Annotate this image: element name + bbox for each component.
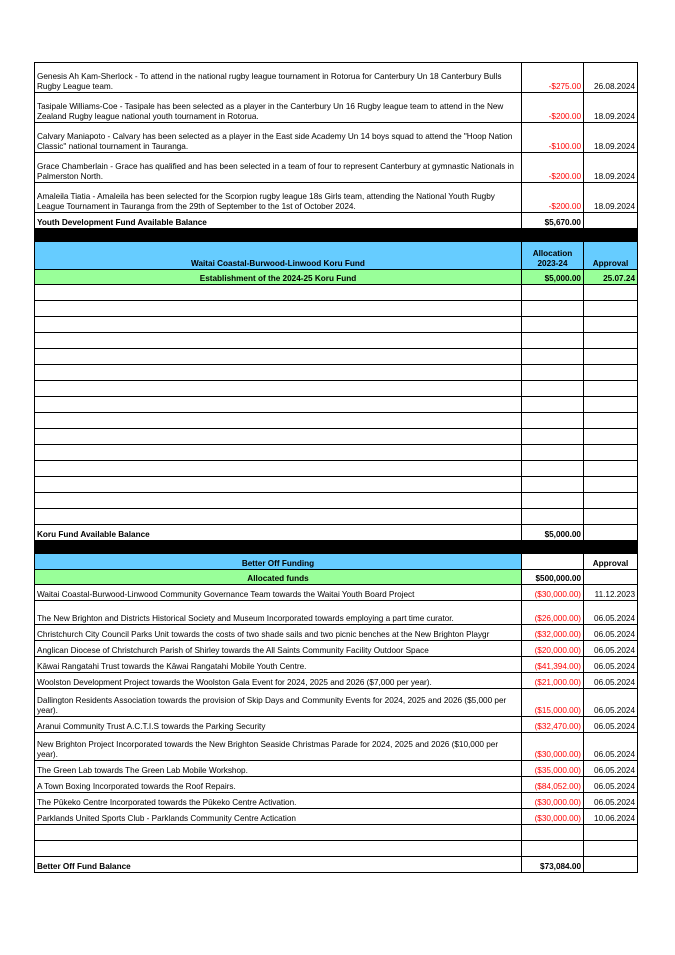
better-row-desc: Aranui Community Trust A.C.T.I.S towards the Parking Security xyxy=(35,717,522,733)
blank-row xyxy=(35,493,638,509)
blank-row xyxy=(35,301,638,317)
better-allocated-row xyxy=(35,570,638,585)
blank-row xyxy=(35,333,638,349)
better-row-amount: ($15,000.00) xyxy=(522,689,584,717)
better-row-date: 06.05.2024 xyxy=(584,601,638,625)
better-row-desc: Dallington Residents Association towards the provision of Skip Days and Community Events for 2024, 2025 and 2026 ($5,000 per year). xyxy=(35,689,522,717)
better-row-amount: ($32,470.00) xyxy=(522,717,584,733)
blank-row xyxy=(35,445,638,461)
koru-balance-row xyxy=(35,525,638,541)
better-row-date: 06.05.2024 xyxy=(584,657,638,673)
blank-row xyxy=(35,841,638,857)
better-row-amount: ($41,394.00) xyxy=(522,657,584,673)
better-row-amount: ($35,000.00) xyxy=(522,761,584,777)
better-row-amount: ($84,052.00) xyxy=(522,777,584,793)
blank-row xyxy=(35,381,638,397)
better-row-amount: ($26,000.00) xyxy=(522,601,584,625)
better-row-date: 06.05.2024 xyxy=(584,717,638,733)
funding-document xyxy=(34,62,637,873)
better-row-desc: The New Brighton and Districts Historical Society and Museum Incorporated towards employing a part time curator. xyxy=(35,601,522,625)
empty-cell xyxy=(584,857,638,873)
koru-balance-value: $5,000.00 xyxy=(522,525,584,541)
blank-row xyxy=(35,285,638,301)
better-allocated-value: $500,000.00 xyxy=(522,570,584,585)
table-row xyxy=(35,673,638,689)
empty-cell xyxy=(584,213,638,229)
table-row xyxy=(35,657,638,673)
koru-allocation-header: Allocation 2023-24 xyxy=(522,242,584,270)
youth-row-amount: -$200.00 xyxy=(522,93,584,123)
table-row xyxy=(35,601,638,625)
youth-row-amount: -$200.00 xyxy=(522,153,584,183)
empty-cell xyxy=(584,570,638,585)
better-row-date: 06.05.2024 xyxy=(584,733,638,761)
better-row-amount: ($30,000.00) xyxy=(522,793,584,809)
table-row xyxy=(35,761,638,777)
table-row xyxy=(35,123,638,153)
better-row-date: 06.05.2024 xyxy=(584,777,638,793)
better-allocated-label: Allocated funds xyxy=(35,570,522,585)
table-row xyxy=(35,153,638,183)
youth-row-desc: Tasipale Williams-Coe - Tasipale has been selected as a player in the Canterbury Un 16 Rugby league team to attend in the New Zealand Rugby league national youth tournament in Rotorua. xyxy=(35,93,522,123)
youth-row-amount: -$100.00 xyxy=(522,123,584,153)
better-row-amount: ($32,000.00) xyxy=(522,625,584,641)
better-row-date: 11.12.2023 xyxy=(584,585,638,601)
youth-row-desc: Grace Chamberlain - Grace has qualified and has been selected in a team of four to represent Canterbury at gymnastic Nationals in Palmerston North. xyxy=(35,153,522,183)
koru-establish-date: 25.07.24 xyxy=(584,270,638,285)
better-row-amount: ($20,000.00) xyxy=(522,641,584,657)
blank-row xyxy=(35,397,638,413)
better-row-date: 10.06.2024 xyxy=(584,809,638,825)
youth-row-date: 18.09.2024 xyxy=(584,183,638,213)
youth-row-date: 18.09.2024 xyxy=(584,153,638,183)
blank-row xyxy=(35,509,638,525)
better-approval-header: Approval xyxy=(584,554,638,570)
better-row-desc: Kāwai Rangatahi Trust towards the Kāwai Rangatahi Mobile Youth Centre. xyxy=(35,657,522,673)
better-row-desc: New Brighton Project Incorporated towards the New Brighton Seaside Christmas Parade for 2024, 2025 and 2026 ($10,000 per year). xyxy=(35,733,522,761)
table-row xyxy=(35,717,638,733)
better-row-desc: Waitai Coastal-Burwood-Linwood Community Governance Team towards the Waitai Youth Board Project xyxy=(35,585,522,601)
empty-cell xyxy=(522,554,584,570)
better-row-desc: The Pūkeko Centre Incorporated towards the Pūkeko Centre Activation. xyxy=(35,793,522,809)
better-row-desc: Parklands United Sports Club - Parklands Community Centre Actication xyxy=(35,809,522,825)
table-row xyxy=(35,625,638,641)
better-row-date: 06.05.2024 xyxy=(584,761,638,777)
blank-row xyxy=(35,461,638,477)
table-row xyxy=(35,183,638,213)
better-row-amount: ($30,000.00) xyxy=(522,585,584,601)
better-row-amount: ($21,000.00) xyxy=(522,673,584,689)
koru-establish-value: $5,000.00 xyxy=(522,270,584,285)
table-row xyxy=(35,63,638,93)
koru-establish-label: Establishment of the 2024-25 Koru Fund xyxy=(35,270,522,285)
youth-row-desc: Genesis Ah Kam-Sherlock - To attend in the national rugby league tournament in Rotorua for Canterbury Un 18 Canterbury Bulls Rugby League team. xyxy=(35,63,522,93)
better-row-date: 06.05.2024 xyxy=(584,689,638,717)
koru-title: Waitai Coastal-Burwood-Linwood Koru Fund xyxy=(35,242,522,270)
funding-table xyxy=(34,62,638,873)
better-balance-row xyxy=(35,857,638,873)
better-row-date: 06.05.2024 xyxy=(584,625,638,641)
better-row-desc: Woolston Development Project towards the Woolston Gala Event for 2024, 2025 and 2026 ($7,000 per year). xyxy=(35,673,522,689)
blank-row xyxy=(35,825,638,841)
better-balance-label: Better Off Fund Balance xyxy=(35,857,522,873)
better-title: Better Off Funding xyxy=(35,554,522,570)
blank-row xyxy=(35,349,638,365)
blank-row xyxy=(35,429,638,445)
youth-row-amount: -$275.00 xyxy=(522,63,584,93)
blank-row xyxy=(35,413,638,429)
better-row-desc: A Town Boxing Incorporated towards the Roof Repairs. xyxy=(35,777,522,793)
empty-cell xyxy=(584,525,638,541)
table-row xyxy=(35,93,638,123)
youth-balance-row xyxy=(35,213,638,229)
blank-row xyxy=(35,365,638,381)
better-row-amount: ($30,000.00) xyxy=(522,733,584,761)
youth-balance-value: $5,670.00 xyxy=(522,213,584,229)
table-row xyxy=(35,733,638,761)
table-row xyxy=(35,793,638,809)
youth-row-desc: Calvary Maniapoto - Calvary has been selected as a player in the East side Academy Un 14 boys squad to attend the "Hoop Nation Classic" national tournament in Tauranga. xyxy=(35,123,522,153)
koru-header-row xyxy=(35,242,638,270)
better-header-row xyxy=(35,554,638,570)
youth-balance-label: Youth Development Fund Available Balance xyxy=(35,213,522,229)
better-balance-value: $73,084.00 xyxy=(522,857,584,873)
better-row-date: 06.05.2024 xyxy=(584,641,638,657)
blank-row xyxy=(35,317,638,333)
koru-establish-row xyxy=(35,270,638,285)
koru-approval-header: Approval xyxy=(584,242,638,270)
youth-row-amount: -$200.00 xyxy=(522,183,584,213)
table-row xyxy=(35,809,638,825)
koru-balance-label: Koru Fund Available Balance xyxy=(35,525,522,541)
blank-row xyxy=(35,477,638,493)
better-row-desc: The Green Lab towards The Green Lab Mobile Workshop. xyxy=(35,761,522,777)
better-row-date: 06.05.2024 xyxy=(584,673,638,689)
section-divider xyxy=(35,229,638,242)
better-row-desc: Anglican Diocese of Christchurch Parish of Shirley towards the All Saints Community Facility Outdoor Space xyxy=(35,641,522,657)
table-row xyxy=(35,585,638,601)
better-row-desc: Christchurch City Council Parks Unit towards the costs of two shade sails and two picnic benches at the New Brighton Playgr xyxy=(35,625,522,641)
better-row-amount: ($30,000.00) xyxy=(522,809,584,825)
table-row xyxy=(35,689,638,717)
table-row xyxy=(35,777,638,793)
better-row-date: 06.05.2024 xyxy=(584,793,638,809)
youth-row-date: 26.08.2024 xyxy=(584,63,638,93)
youth-row-date: 18.09.2024 xyxy=(584,123,638,153)
section-divider xyxy=(35,541,638,554)
youth-row-desc: Amaleila Tiatia - Amaleila has been selected for the Scorpion rugby league 18s Girls team, attending the National Youth Rugby League Tournament in Tauranga from the 29th of September to the 1st of October 2024. xyxy=(35,183,522,213)
youth-row-date: 18.09.2024 xyxy=(584,93,638,123)
table-row xyxy=(35,641,638,657)
